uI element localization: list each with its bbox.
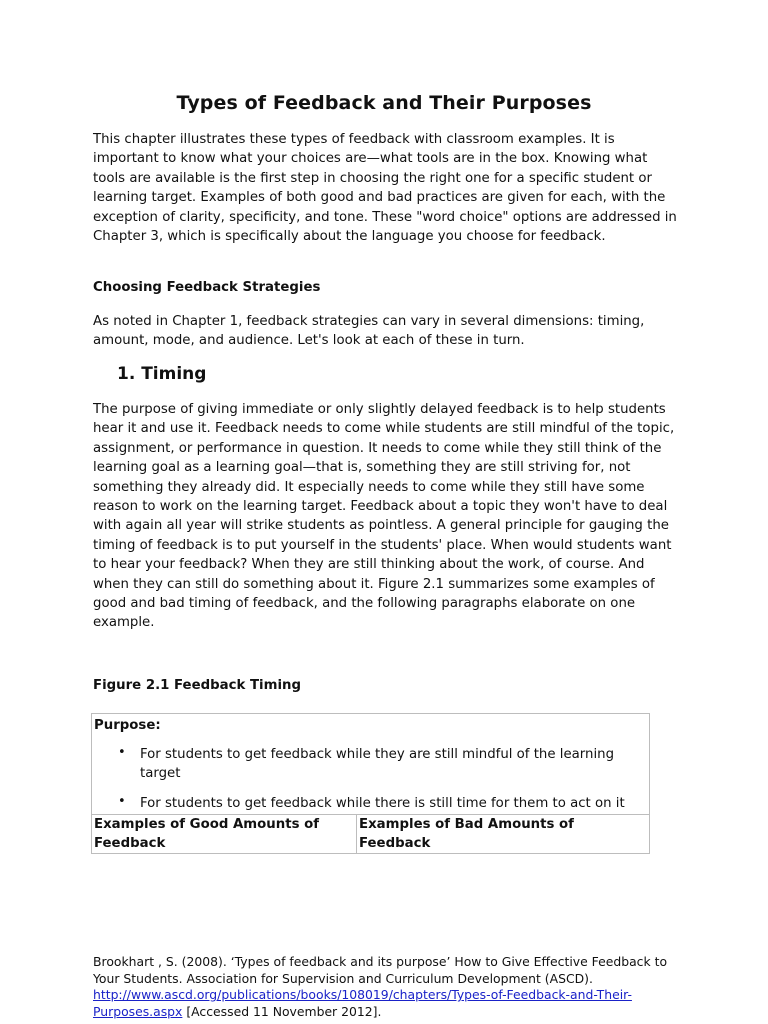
good-examples-header: Examples of Good Amounts of Feedback [92,815,357,854]
header-row [92,815,650,854]
strategies-paragraph: As noted in Chapter 1, feedback strategies can vary in several dimensions: timing, amount, mode, and audience. Let's look at each of these in turn. [93,314,645,349]
purpose-item [94,745,647,783]
purpose-item [94,794,647,813]
feedback-timing-table [91,713,650,854]
bullet-icon: • [118,745,126,760]
purpose-item-text: For students to get feedback while there is still time for them to act on it [140,796,625,811]
reference-citation [93,954,683,1020]
purpose-row [92,714,650,815]
bad-examples-header: Examples of Bad Amounts of Feedback [357,815,650,854]
purpose-list [94,745,647,813]
timing-paragraph: The purpose of giving immediate or only slightly delayed feedback is to help students hear it and use it. Feedback needs to come while students are still mindful of the topic, assignment, or performance in question. It needs to come while they still think of the learning goal as a learning goal—that is, something they are still striving for, not something they already did. It especially needs to come while they still have some reason to work on the learning target. Feedback about a topic they won't have to deal with again all year will strike students as pointless. A general principle for gauging the timing of feedback is to put yourself in the students' place. When would students want to hear your feedback? When they are still thinking about the work, of course. And when they can still do something about it. Figure 2.1 summarizes some examples of good and bad timing of feedback, and the following paragraphs elaborate on one example. [93,402,675,631]
reference-accessed: [Accessed 11 November 2012]. [182,1003,382,1019]
page-title: Types of Feedback and Their Purposes [176,92,592,114]
reference-link[interactable]: http://www.ascd.org/publications/books/108019/chapters/Types-of-Feedback-and-Their-Purposes.aspx [93,987,632,1019]
strategies-heading: Choosing Feedback Strategies [93,280,321,295]
timing-heading: 1. Timing [117,364,207,384]
figure-caption: Figure 2.1 Feedback Timing [93,678,301,693]
purpose-item-text: For students to get feedback while they are still mindful of the learning target [140,747,615,781]
intro-paragraph: This chapter illustrates these types of feedback with classroom examples. It is important to know what your choices are—what tools are in the box. Knowing what tools are available is the first step in choosing the right one for a specific student or learning target. Examples of both good and bad practices are given for each, with the exception of clarity, specificity, and tone. These "word choice" options are addressed in Chapter 3, which is specifically about the language you choose for feedback. [93,132,677,245]
purpose-cell [92,714,650,815]
bullet-icon: • [118,794,126,809]
reference-text: Brookhart , S. (2008). ‘Types of feedback and its purpose’ How to Give Effective Feedback to Your Students. Association for Supervision and Curriculum Development (ASCD). [93,954,668,986]
purpose-label: Purpose: [94,718,161,733]
